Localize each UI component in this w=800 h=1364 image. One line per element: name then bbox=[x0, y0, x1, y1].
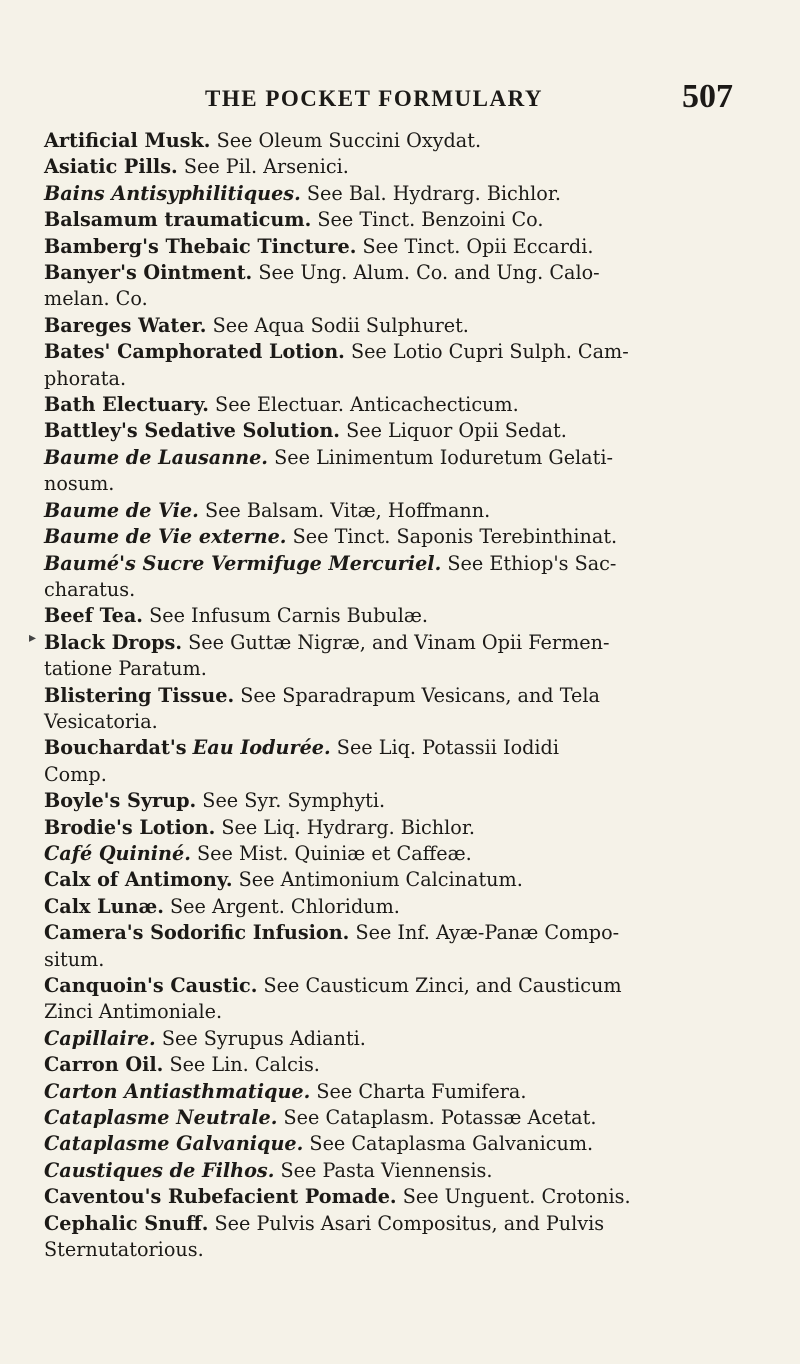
entry-heading: Bates' Camphorated Lotion. bbox=[44, 340, 345, 364]
formulary-entries bbox=[44, 128, 774, 1263]
entry-reference: See Aqua Sodii Sulphuret. bbox=[212, 313, 469, 337]
entry-heading: Bareges Water. bbox=[44, 313, 207, 337]
entry-reference: See Tinct. Benzoini Co. bbox=[317, 208, 544, 232]
entry-heading: Brodie's Lotion. bbox=[44, 815, 216, 839]
entry-reference: See Cataplasma Galvanicum. bbox=[309, 1132, 594, 1156]
entry-continuation: situm. bbox=[44, 947, 105, 971]
entry bbox=[44, 867, 774, 893]
entry bbox=[44, 603, 774, 629]
entry-heading: Cephalic Snuff. bbox=[44, 1211, 209, 1235]
entry bbox=[44, 1184, 774, 1210]
entry-reference: See Tinct. Opii Eccardi. bbox=[362, 234, 594, 258]
entry-reference: See Unguent. Crotonis. bbox=[402, 1185, 631, 1209]
entry-reference: See Pasta Viennensis. bbox=[280, 1158, 493, 1182]
entry-continuation: nosum. bbox=[44, 472, 115, 496]
entry bbox=[44, 788, 774, 814]
entry-heading: Carron Oil. bbox=[44, 1053, 164, 1077]
entry-reference: See Electuar. Anticachecticum. bbox=[215, 393, 519, 417]
entry-heading: Caventou's Rubefacient Pomade. bbox=[44, 1185, 397, 1209]
entry bbox=[44, 181, 774, 207]
entry-heading-italic: Eau Iodurée. bbox=[192, 736, 331, 760]
entry-reference: See Pulvis Asari Compositus, and Pulvis bbox=[214, 1211, 605, 1235]
entry bbox=[44, 1105, 774, 1131]
entry-heading: Camera's Sodorific Infusion. bbox=[44, 921, 350, 945]
entry-reference: See Infusum Carnis Bubulæ. bbox=[149, 604, 429, 628]
entry-heading: Battley's Sedative Solution. bbox=[44, 419, 340, 443]
entry-reference: See Sparadrapum Vesicans, and Tela bbox=[240, 683, 600, 707]
entry-heading: Cataplasme Galvanique. bbox=[44, 1132, 304, 1156]
entry-reference: See Argent. Chloridum. bbox=[170, 894, 400, 918]
entry-reference: See Liq. Potassii Iodidi bbox=[336, 736, 559, 760]
entry-heading: Caustiques de Filhos. bbox=[44, 1158, 275, 1182]
entry-heading: Banyer's Ointment. bbox=[44, 261, 253, 285]
entry bbox=[44, 1158, 774, 1184]
entry-reference: See Ung. Alum. Co. and Ung. Calo- bbox=[258, 261, 600, 285]
entry bbox=[44, 313, 774, 339]
entry bbox=[44, 128, 774, 154]
entry-continuation: Vesicatoria. bbox=[44, 709, 158, 733]
entry-heading: Canquoin's Caustic. bbox=[44, 974, 258, 997]
entry bbox=[44, 1131, 774, 1157]
entry-reference: See Ethiop's Sac- bbox=[447, 551, 617, 575]
entry-continuation: Zinci Antimoniale. bbox=[44, 1000, 223, 1024]
entry bbox=[44, 630, 774, 683]
entry-reference: See Charta Fumifera. bbox=[316, 1079, 527, 1103]
entry bbox=[44, 973, 774, 1026]
entry-reference: See Guttæ Nigræ, and Vinam Opii Fermen- bbox=[188, 630, 610, 654]
entry-heading: Baume de Vie externe. bbox=[44, 525, 287, 549]
running-head-title: THE POCKET FORMULARY bbox=[205, 86, 544, 111]
entry bbox=[44, 498, 774, 524]
entry-reference: See Lin. Calcis. bbox=[169, 1053, 320, 1077]
entry-heading: Baumé's Sucre Vermifuge Mercuriel. bbox=[44, 551, 442, 575]
entry-heading: Calx of Antimony. bbox=[44, 868, 233, 892]
entry bbox=[44, 1052, 774, 1078]
entry-heading: Calx Lunæ. bbox=[44, 894, 164, 918]
entry-heading: Artificial Musk. bbox=[44, 129, 211, 152]
entry-reference: See Oleum Succini Oxydat. bbox=[216, 129, 482, 152]
entry-reference: See Pil. Arsenici. bbox=[183, 155, 349, 179]
entry bbox=[44, 815, 774, 841]
entry-reference: See Lotio Cupri Sulph. Cam- bbox=[350, 340, 629, 364]
entry bbox=[44, 445, 774, 498]
entry-heading: Bains Antisyphilitiques. bbox=[44, 181, 301, 205]
entry-heading: Café Quininé. bbox=[44, 841, 191, 865]
entry-reference: See Causticum Zinci, and Causticum bbox=[263, 974, 622, 997]
entry-heading: Beef Tea. bbox=[44, 604, 143, 628]
entry-heading: Boyle's Syrup. bbox=[44, 789, 197, 813]
entry-reference: See Syr. Symphyti. bbox=[202, 789, 386, 813]
entry bbox=[44, 551, 774, 604]
entry-heading: Baume de Vie. bbox=[44, 498, 199, 522]
entry-reference: See Mist. Quiniæ et Caffeæ. bbox=[197, 841, 472, 865]
entry-reference: See Antimonium Calcinatum. bbox=[238, 868, 523, 892]
entry-heading: Bouchardat's bbox=[44, 736, 187, 760]
entry-reference: See Linimentum Ioduretum Gelati- bbox=[274, 445, 613, 469]
entry bbox=[44, 735, 774, 788]
entry-continuation: phorata. bbox=[44, 366, 127, 390]
page-number: 507 bbox=[682, 78, 733, 115]
entry bbox=[44, 1026, 774, 1052]
entry-heading: Cataplasme Neutrale. bbox=[44, 1106, 278, 1130]
entry-heading: Bath Electuary. bbox=[44, 393, 209, 417]
entry-heading: Carton Antiasthmatique. bbox=[44, 1079, 311, 1103]
entry-continuation: melan. Co. bbox=[44, 287, 148, 311]
entry-reference: See Cataplasm. Potassæ Acetat. bbox=[283, 1106, 597, 1130]
entry-heading: Balsamum traumaticum. bbox=[44, 208, 312, 232]
entry-heading: Baume de Lausanne. bbox=[44, 445, 268, 469]
entry-heading: Black Drops. bbox=[44, 630, 183, 654]
entry-heading: Blistering Tissue. bbox=[44, 683, 235, 707]
entry bbox=[44, 418, 774, 444]
entry-continuation: Comp. bbox=[44, 762, 107, 786]
entry bbox=[44, 683, 774, 736]
entry-reference: See Bal. Hydrarg. Bichlor. bbox=[306, 181, 562, 205]
entry-reference: See Syrupus Adianti. bbox=[161, 1026, 366, 1050]
entry bbox=[44, 1079, 774, 1105]
entry bbox=[44, 1211, 774, 1264]
entry bbox=[44, 339, 774, 392]
entry bbox=[44, 920, 774, 973]
entry bbox=[44, 154, 774, 180]
entry-continuation: charatus. bbox=[44, 577, 136, 601]
entry bbox=[44, 260, 774, 313]
entry bbox=[44, 207, 774, 233]
entry bbox=[44, 894, 774, 920]
entry-heading: Capillaire. bbox=[44, 1026, 156, 1050]
entry-heading: Asiatic Pills. bbox=[44, 155, 178, 179]
entry bbox=[44, 392, 774, 418]
entry-reference: See Liquor Opii Sedat. bbox=[346, 419, 567, 443]
entry-continuation: Sternutatorious. bbox=[44, 1238, 204, 1262]
entry-heading: Bamberg's Thebaic Tincture. bbox=[44, 234, 357, 258]
running-head bbox=[0, 78, 800, 122]
entry bbox=[44, 234, 774, 260]
entry-reference: See Balsam. Vitæ, Hoffmann. bbox=[204, 498, 491, 522]
entry-reference: See Inf. Ayæ-Panæ Compo- bbox=[355, 921, 620, 945]
entry-reference: See Liq. Hydrarg. Bichlor. bbox=[221, 815, 475, 839]
entry bbox=[44, 524, 774, 550]
entry-reference: See Tinct. Saponis Terebinthinat. bbox=[292, 525, 618, 549]
entry bbox=[44, 841, 774, 867]
margin-mark: ▸ bbox=[29, 630, 37, 646]
entry-continuation: tatione Paratum. bbox=[44, 657, 207, 681]
